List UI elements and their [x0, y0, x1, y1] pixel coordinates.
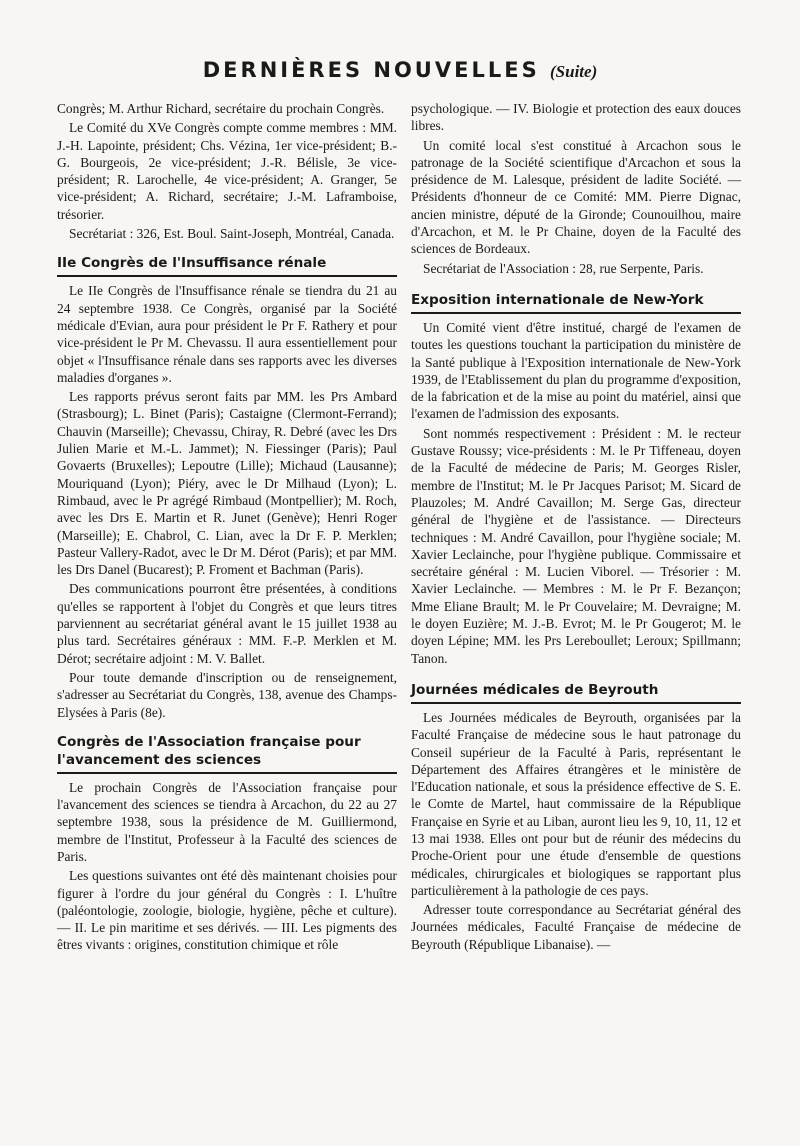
paragraph: Les questions suivantes ont été dès maintenant choisies pour figurer à l'ordre du jour général du Congrès : I. L'huître (paléontologie, zoologie, biologie, hygiène, pêche et culture). — II. Le pin maritime et ses dérivés. — III. Les pigments des êtres vivants : origines, constitution chimique et rôle — [57, 868, 397, 953]
paragraph: Les Journées médicales de Beyrouth, organisées par la Faculté Française de médecine sous le haut patronage du Conseil supérieur de la Faculté à Paris, représentant le Département des Affaires étrangères et le ministère de l'Education nationale, et sous la présidence effective de S. E. le Comte de Martel, haut commissaire de la République Française en Syrie et au Liban, auront lieu les 9, 10, 11, 12 et 13 mai 1938. Elles ont pour but de réunir des médecins du Proche-Orient pour une étude d'ensemble de questions médicales, chirurgicales et biologiques se rapportant plus particulièrement à la pathologie de ces pays. — [411, 709, 741, 898]
section-title-association-francaise: Congrès de l'Association française pour l'avancement des sciences — [57, 733, 397, 774]
paragraph: Des communications pourront être présentées, à conditions qu'elles se rapportent à l'objet du Congrès et que leurs titres parviennent au secrétariat général avant le 15 juillet 1938 au plus tard. Secrétaires généraux : MM. F.-P. Merklen et M. Dérot; secrétaire adjoint : M. V. Ballet. — [57, 581, 397, 666]
paragraph: Secrétariat de l'Association : 28, rue Serpente, Paris. — [423, 260, 704, 276]
paragraph: Un comité local s'est constitué à Arcachon sous le patronage de la Société scientifique d'Arcachon et sous la présidence de M. Lalesque, président de ladite Société. — Présidents d'honneur de ce Comité: MM. Pierre Dignac, ancien ministre, député de la Gironde; Counouilhou, maire d'Arcachon, et M. le Pr Chaine, doyen de la Faculté des sciences de Bordeaux. — [411, 137, 741, 257]
section-title-journees-beyrouth: Journées médicales de Beyrouth — [411, 681, 741, 704]
paragraph: Congrès; M. Arthur Richard, secrétaire du prochain Congrès. — [57, 101, 385, 116]
paragraph: psychologique. — IV. Biologie et protection des eaux douces libres. — [411, 101, 741, 134]
paragraph: Secrétariat : 326, Est. Boul. Saint-Joseph, Montréal, Canada. — [69, 226, 395, 242]
paragraph: Pour toute demande d'inscription ou de renseignement, s'adresser au Secrétariat du Congrès, 138, avenue des Champs-Elysées à Paris (8e). — [57, 669, 397, 720]
paragraph: Le Comité du XVe Congrès compte comme membres : MM. J.-H. Lapointe, président; Chs. Vézina, 1er vice-président; B.-G. Bourgeois, 2e vice-président; J.-R. Bélisle, 3e vice-président; R. Larochelle, 4e vice-président; A. Granger, 5e vice-président; A. Richard, secrétaire; J.-M. Laframboise, trésorier. — [57, 120, 397, 222]
paragraph: Le prochain Congrès de l'Association française pour l'avancement des sciences se tiendra à Arcachon, du 22 au 27 septembre 1938, sous la présidence de M. Guilliermond, membre de l'Institut, Professeur à la Faculté des sciences de Paris. — [57, 779, 397, 864]
section-title-insuffisance-renale: IIe Congrès de l'Insuffisance rénale — [57, 254, 397, 277]
paragraph: Les rapports prévus seront faits par MM. les Prs Ambard (Strasbourg); L. Binet (Paris); Castaigne (Clermont-Ferrand); Chauvin (Marseille); Chevassu, Chiray, R. Debré (avec les Drs Julien Marie et M.-L. Jammet); N. Fiessinger (Paris); Paul Govaerts (Bruxelles); Lepoutre (Lille); Michaud (Lausanne); Mouriquand (Lyon); Piéry, avec le Dr Milhaud (Lyon); L. Rimbaud, avec le Pr agrégé Rimbaud (Montpellier); M. Roch, avec les Drs E. Martin et R. Junet (Genève); Henri Roger (Marseille); E. Chabrol, C. Lian, avec la Dr F. P. Merklen; Pasteur Vallery-Radot, avec le Dr M. Dérot (Paris); et par MM. les Drs Danel (Bucarest); P. Froment et Bachman (Paris). — [57, 389, 397, 578]
right-column — [411, 100, 741, 955]
paragraph: Le IIe Congrès de l'Insuffisance rénale se tiendra du 21 au 24 septembre 1938. Ce Congrès, organisé par la Société médicale d'Evian, aura pour président le Pr F. Rathery et pour vice-président le Pr M. Chevassu. Il aura essentiellement pour objet « l'Insuffisance rénale dans ses rapports avec les diverses maladies d'organes ». — [57, 283, 397, 385]
paragraph: Un Comité vient d'être institué, chargé de l'examen de toutes les questions touchant la participation du ministère de la Santé publique à l'Exposition internationale de New-York 1939, de l'Etablissement du plan du programme d'exposition, de la fabrication et de la mise au point du matériel, ainsi que l'examen de l'admission des exposants. — [411, 319, 741, 422]
header-suite: (Suite) — [550, 62, 598, 81]
page-header — [0, 58, 800, 82]
left-column — [57, 100, 397, 956]
header-title: DERNIÈRES NOUVELLES — [202, 58, 540, 82]
section-title-exposition-new-york: Exposition internationale de New-York — [411, 291, 741, 314]
paragraph: Sont nommés respectivement : Président : M. le recteur Gustave Roussy; vice-présidents : M. le Pr Tiffeneau, doyen de la Faculté de médecine de Paris; M. Georges Risler, membre de l'Institut; M. le Pr Jacques Parisot; M. Sicard de Plauzoles; M. André Cavaillon; M. Serge Gas, directeur général de l'hygiène et de l'assistance. — Directeurs techniques : M. André Cavaillon, pour l'hygiène sociale; M. Xavier Leclainche, pour l'hygiène publique. Commissaire et secrétaire général : M. Lucien Viborel. — Trésorier : M. Xavier Leclainche. — Membres : M. le Pr F. Bezançon; Mme Eliane Brault; M. le Pr Couvelaire; M. Devraigne; M. le doyen Euzière; M. J.-B. Evrot; M. le Pr Gougerot; M. le doyen Lépine; MM. les Prs Lereboullet; Leroux; Spillmann; Tanon. — [411, 425, 741, 666]
paragraph: Adresser toute correspondance au Secrétariat général des Journées médicales, Faculté Française de médecine de Beyrouth (République Libanaise). — — [411, 902, 741, 952]
